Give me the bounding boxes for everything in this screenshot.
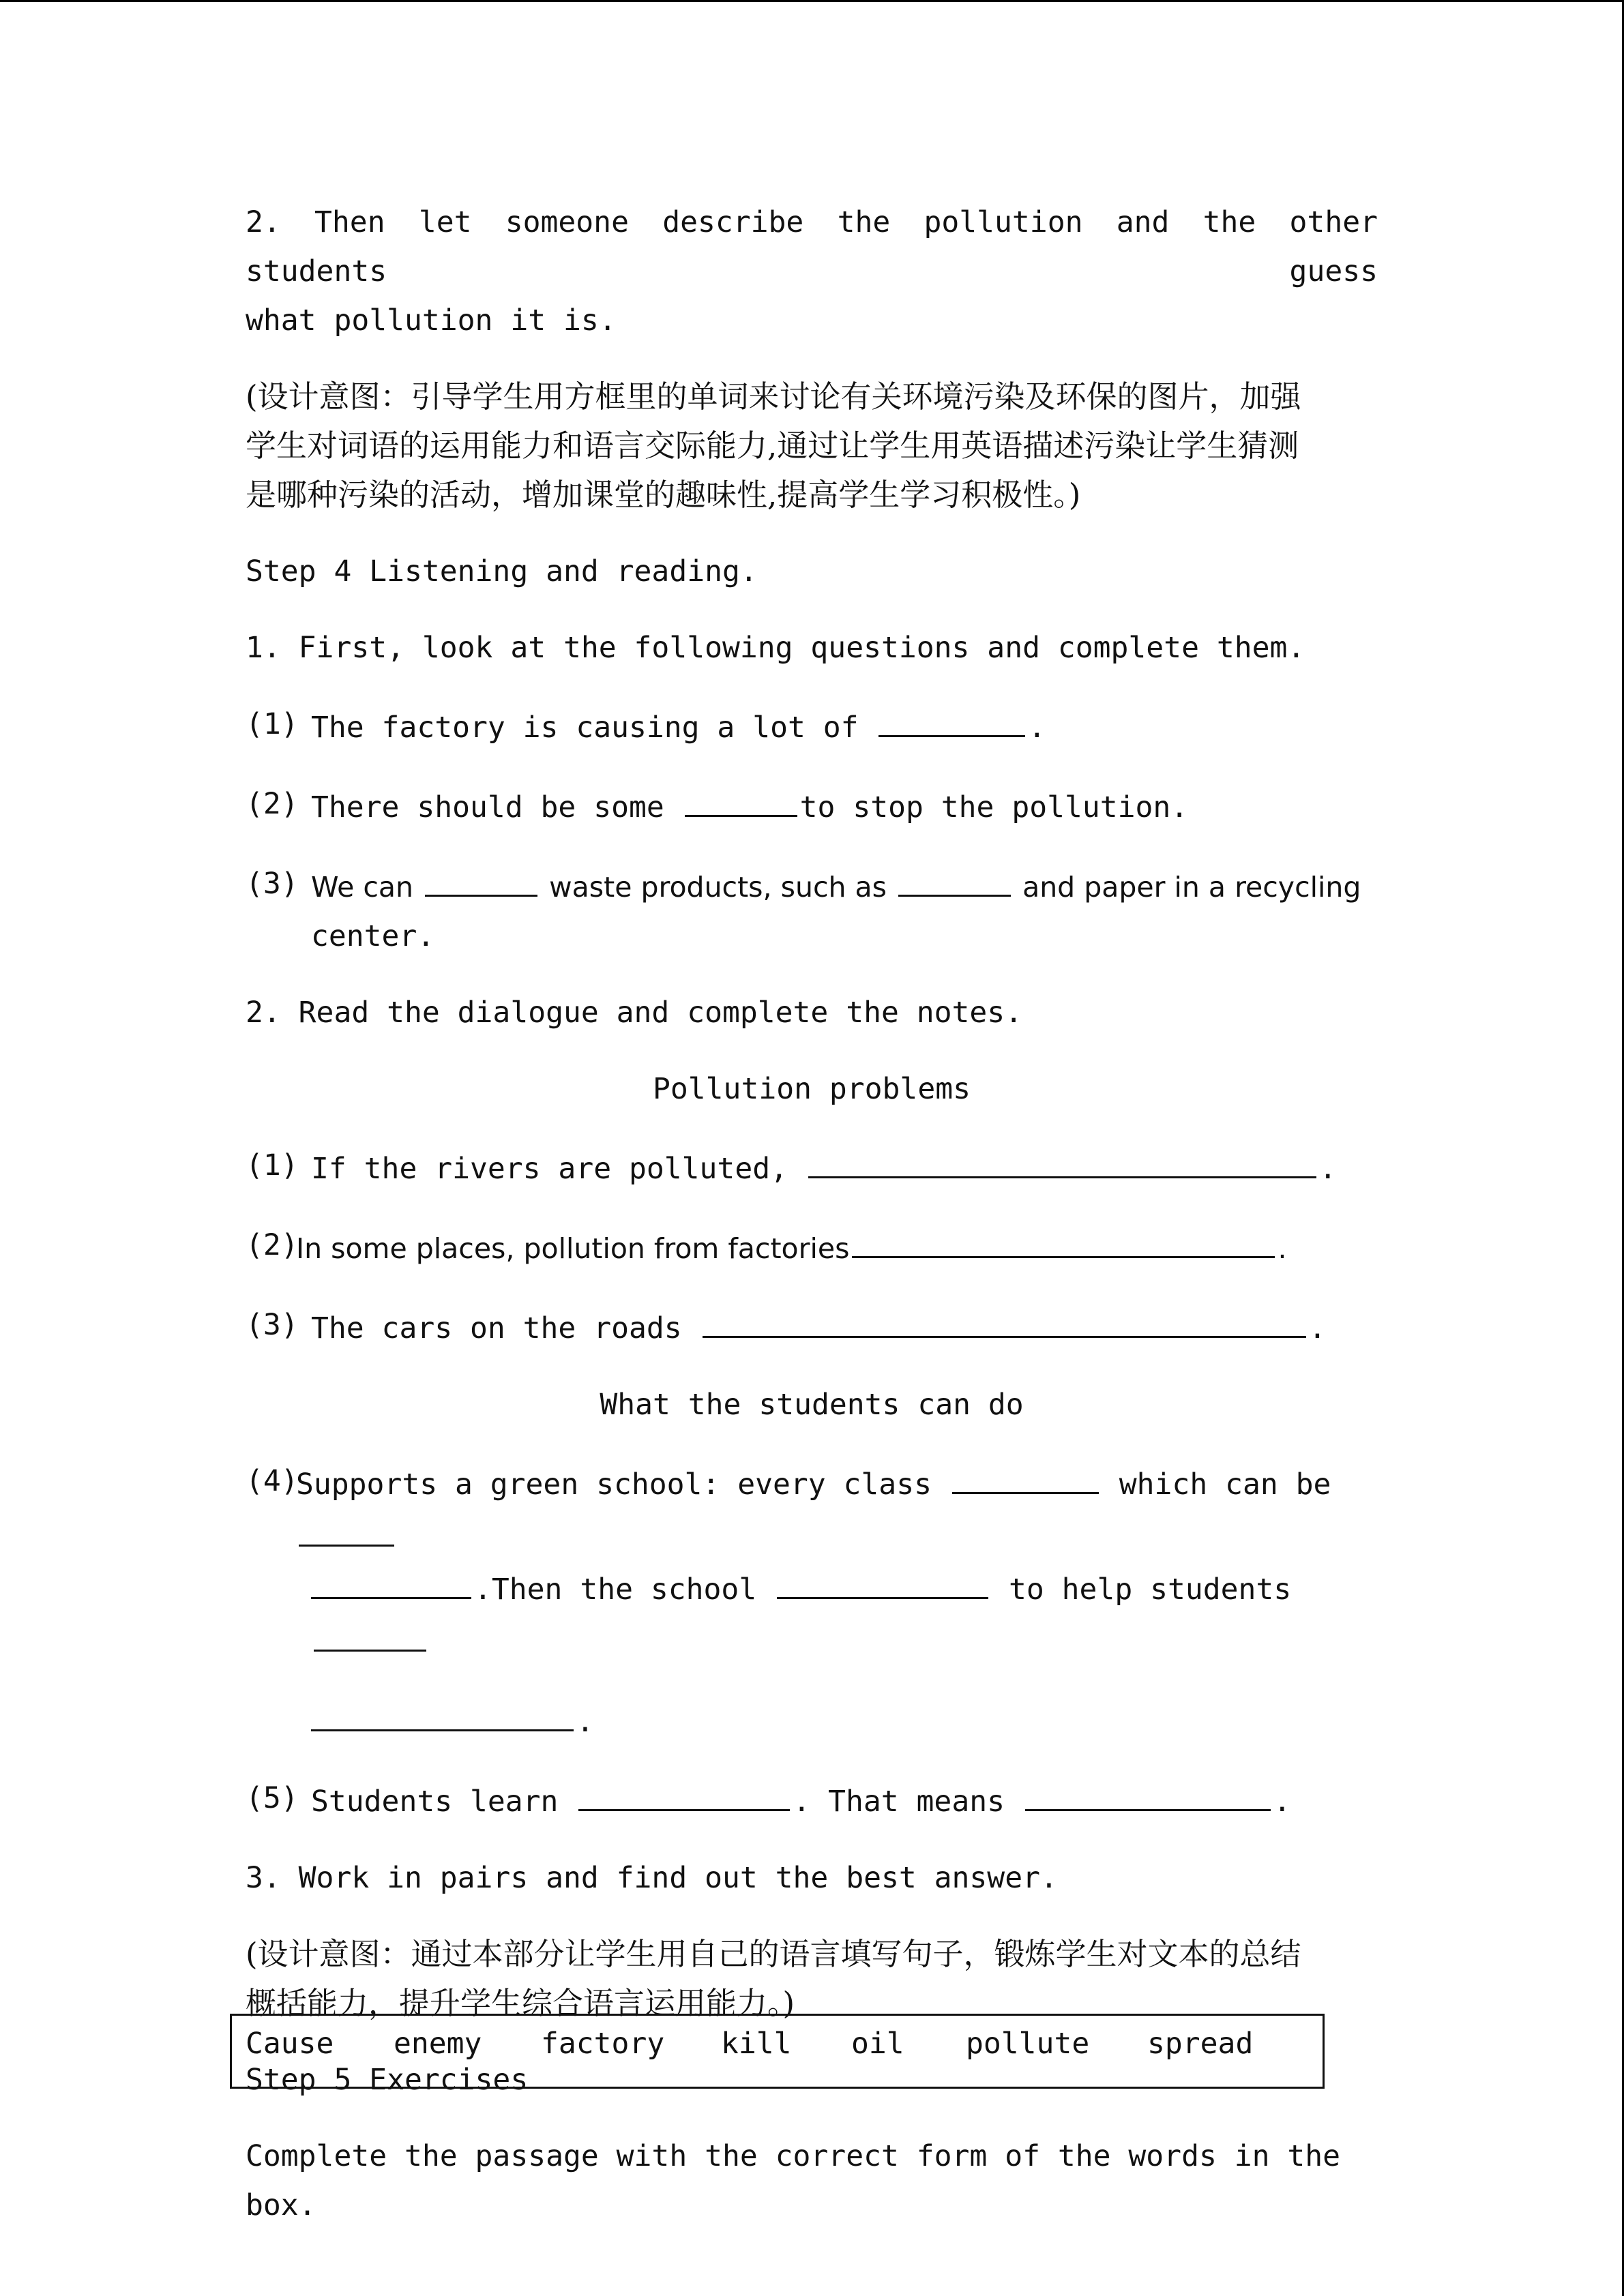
top-border <box>0 0 1624 2</box>
question-1: (1) The factory is causing a lot of . <box>246 700 1378 752</box>
answer-blank[interactable] <box>578 1774 790 1811</box>
answer-blank[interactable] <box>311 1694 574 1731</box>
word-box-word: kill <box>721 2027 792 2061</box>
note-1: (1) If the rivers are polluted, . <box>246 1141 1378 1193</box>
word-box-word: pollute <box>966 2027 1090 2061</box>
step4-item-3: 3. Work in pairs and find out the best answer. <box>246 1861 1058 1895</box>
word-box-word: factory <box>541 2027 665 2061</box>
answer-blank[interactable] <box>1025 1774 1271 1811</box>
step5-instruction: Complete the passage with the correct form of the words in the box. <box>246 2139 1341 2222</box>
step5-title: Step 5 Exercises <box>246 2063 529 2097</box>
note-3: (3) The cars on the roads . <box>246 1300 1378 1353</box>
step4-item-2: 2. Read the dialogue and complete the notes. <box>246 996 1023 1030</box>
heading-what-students-can-do: What the students can do <box>600 1388 1024 1422</box>
answer-blank[interactable] <box>314 1614 426 1652</box>
question-2: (2) There should be some to stop the pollution. <box>246 779 1378 832</box>
note-2: (2) In some places, pollution from factories . <box>246 1221 1378 1273</box>
question-3: (3) We can waste products, such as and paper in a recycling center. <box>246 859 1378 961</box>
answer-blank[interactable] <box>808 1141 1316 1178</box>
step3-item-2: 2. Then let someone describe the pollution and the other students guess what pollution it is. <box>246 205 1378 338</box>
design-note-2: (设计意图：通过本部分让学生用自己的语言填写句子，锻炼学生对文本的总结 概括能力，提升学生综合语言运用能力。) <box>246 1936 1301 2021</box>
answer-blank[interactable] <box>685 779 797 817</box>
heading-pollution-problems: Pollution problems <box>653 1072 971 1106</box>
answer-blank[interactable] <box>311 1562 471 1599</box>
word-box-word: enemy <box>394 2027 482 2061</box>
step4-title: Step 4 Listening and reading. <box>246 554 758 588</box>
design-note-1: (设计意图：引导学生用方框里的单词来讨论有关环境污染及环保的图片，加强 学生对词语的运用能力和语言交际能力,通过让学生用英语描述污染让学生猜测 是哪种污染的活动，增加课堂的趣味性,提高学生学习积极性。) <box>246 378 1301 513</box>
answer-blank[interactable] <box>879 700 1025 737</box>
word-box-word: Cause <box>246 2027 334 2061</box>
answer-blank[interactable] <box>299 1509 394 1547</box>
answer-blank[interactable] <box>852 1221 1275 1258</box>
word-box <box>230 2014 1325 2089</box>
document-page <box>246 198 1378 2257</box>
answer-blank[interactable] <box>952 1457 1099 1494</box>
answer-blank[interactable] <box>703 1300 1306 1338</box>
word-box-word: spread <box>1147 2027 1254 2061</box>
step4-item-1: 1. First, look at the following questions and complete them. <box>246 631 1305 665</box>
answer-blank[interactable] <box>898 859 1011 897</box>
answer-blank[interactable] <box>777 1562 988 1599</box>
note-4: (4) Supports a green school: every class which can be .Then the school to help students . <box>246 1457 1378 1746</box>
answer-blank[interactable] <box>425 859 537 897</box>
note-5: (5) Students learn . That means . <box>246 1774 1378 1826</box>
word-box-word: oil <box>851 2027 904 2061</box>
